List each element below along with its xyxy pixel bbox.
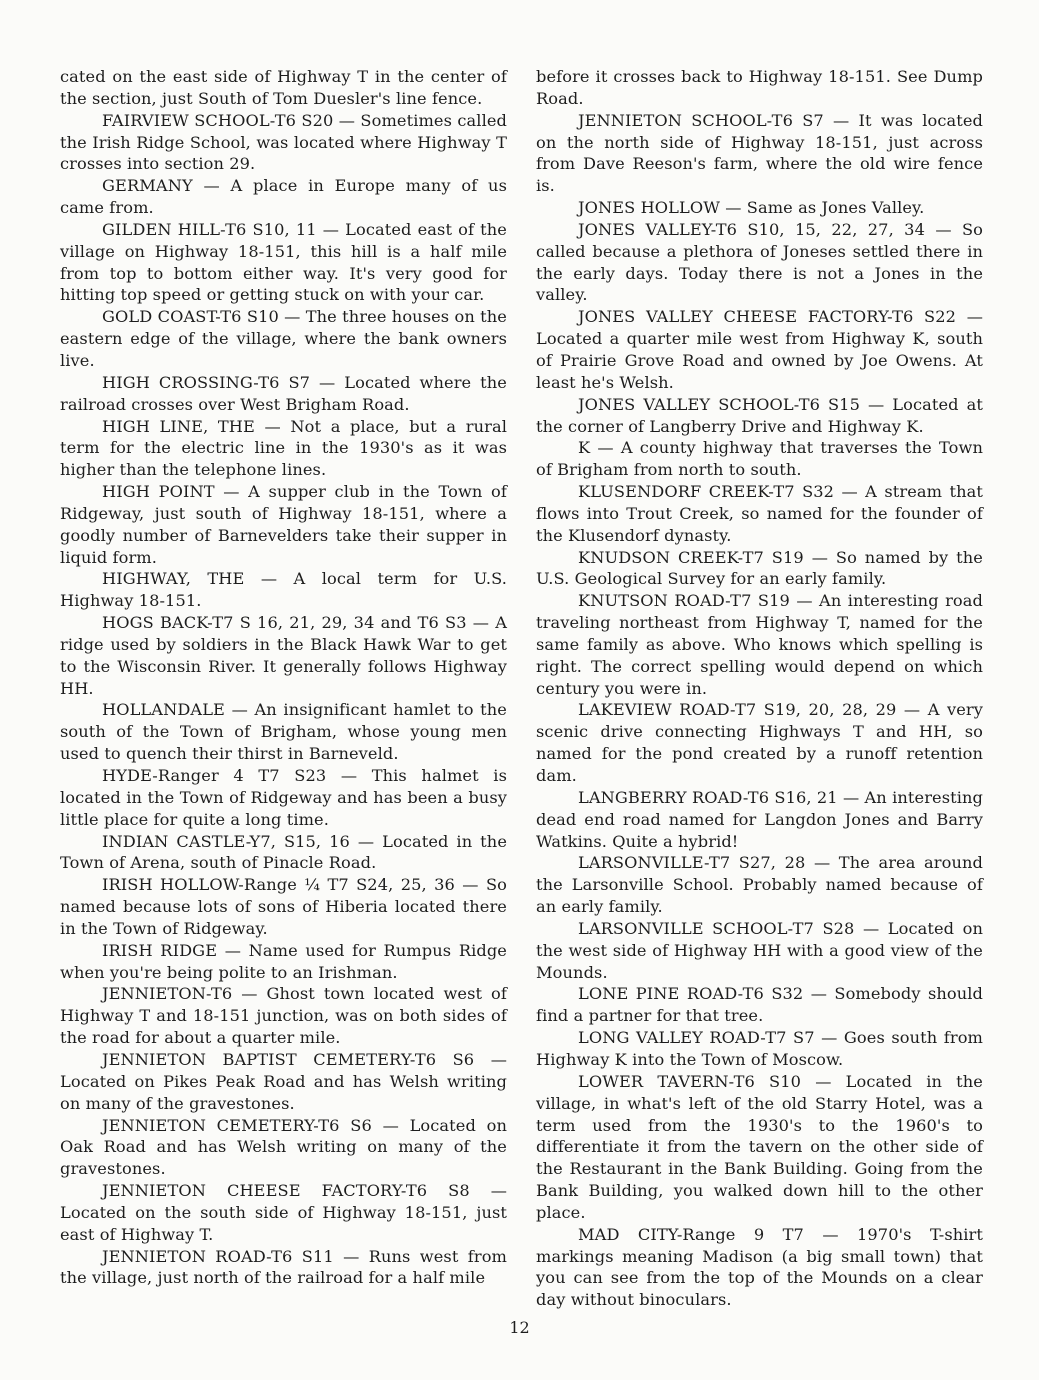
entry-klusendorf-creek: KLUSENDORF CREEK-T7 S32 — A stream that flows into Trout Creek, so named for the founder of the Klusendorf dynasty. xyxy=(536,482,983,545)
page-number: 12 xyxy=(509,1318,530,1337)
entry-jennieton-cemetery: JENNIETON CEMETERY-T6 S6 — Located on Oak Road and has Welsh writing on many of the gravestones. xyxy=(60,1115,507,1179)
entry-jones-valley-cheese-factory: JONES VALLEY CHEESE FACTORY-T6 S22 — Located a quarter mile west from Highway K, south of Prairie Grove Road and owned by Joe Owens. At least he's Welsh. xyxy=(536,307,983,392)
entry-gold-coast: GOLD COAST-T6 S10 — The three houses on the eastern edge of the village, where the bank owners live. xyxy=(60,307,507,370)
entry-high-point: HIGH POINT — A supper club in the Town of Ridgeway, just south of Highway 18-151, where a goodly number of Barnevelders take their supper in liquid form. xyxy=(60,482,507,567)
entry-jones-valley-school: JONES VALLEY SCHOOL-T6 S15 — Located at the corner of Langberry Drive and Highway K. xyxy=(536,394,983,436)
entry-jones-hollow: JONES HOLLOW — Same as Jones Valley. xyxy=(578,198,925,218)
entry-larsonville: LARSONVILLE-T7 S27, 28 — The area around the Larsonville School. Probably named because of an early family. xyxy=(536,853,983,917)
entry-mad-city: MAD CITY-Range 9 T7 — 1970's T-shirt markings meaning Madison (a big small town) that you can see from the top of the Mounds on a clear day without binoculars. xyxy=(536,1224,983,1310)
right-column xyxy=(536,66,983,1311)
entry-fairview-school: FAIRVIEW SCHOOL-T6 S20 — Sometimes called the Irish Ridge School, was located where Highway T crosses into section 29. xyxy=(60,110,507,174)
entry-jones-valley: JONES VALLEY-T6 S10, 15, 22, 27, 34 — So called because a plethora of Joneses settled there in the early days. Today there is not a Jones in the valley. xyxy=(536,219,983,305)
entry-jennieton-road: JENNIETON ROAD-T6 S11 — Runs west from the village, just north of the railroad for a half mile xyxy=(60,1246,507,1288)
entry-germany: GERMANY — A place in Europe many of us came from. xyxy=(60,176,507,218)
entry-lakeview-road: LAKEVIEW ROAD-T7 S19, 20, 28, 29 — A very scenic drive connecting Highways T and HH, so named for the pond created by a runoff retention dam. xyxy=(536,700,983,785)
entry-indian-castle: INDIAN CASTLE-Y7, S15, 16 — Located in the Town of Arena, south of Pinacle Road. xyxy=(60,831,507,873)
entry-larsonville-school: LARSONVILLE SCHOOL-T7 S28 — Located on the west side of Highway HH with a good view of the Mounds. xyxy=(536,918,983,982)
entry-irish-ridge: IRISH RIDGE — Name used for Rumpus Ridge when you're being polite to an Irishman. xyxy=(60,940,507,982)
entry-continuation: before it crosses back to Highway 18-151. See Dump Road. xyxy=(536,67,983,108)
entry-langberry-road: LANGBERRY ROAD-T6 S16, 21 — An interesting dead end road named for Langdon Jones and Barry Watkins. Quite a hybrid! xyxy=(536,787,983,851)
entry-irish-hollow: IRISH HOLLOW-Range ¼ T7 S24, 25, 36 — So named because lots of sons of Hiberia located there in the Town of Ridgeway. xyxy=(60,875,507,938)
entry-gilden-hill: GILDEN HILL-T6 S10, 11 — Located east of the village on Highway 18-151, this hill is a half mile from top to bottom either way. It's very good for hitting top speed or getting stuck on with your car. xyxy=(60,219,507,305)
entry-continuation: cated on the east side of Highway T in the center of the section, just South of Tom Duesler's line fence. xyxy=(60,67,507,108)
entry-jennieton: JENNIETON-T6 — Ghost town located west of Highway T and 18-151 junction, was on both sides of the road for about a quarter mile. xyxy=(60,984,507,1048)
entry-jennieton-baptist-cemetery: JENNIETON BAPTIST CEMETERY-T6 S6 — Located on Pikes Peak Road and has Welsh writing on many of the gravestones. xyxy=(60,1049,507,1113)
entry-hollandale: HOLLANDALE — An insignificant hamlet to the south of the Town of Brigham, whose young men used to quench their thirst in Barneveld. xyxy=(60,700,507,764)
entry-knudson-creek: KNUDSON CREEK-T7 S19 — So named by the U.S. Geological Survey for an early family. xyxy=(536,547,983,589)
left-column xyxy=(60,66,507,1289)
entry-high-line: HIGH LINE, THE — Not a place, but a rural term for the electric line in the 1930's as it was higher than the telephone lines. xyxy=(60,416,507,480)
entry-lower-tavern: LOWER TAVERN-T6 S10 — Located in the village, in what's left of the old Starry Hotel, was a term used from the 1930's to the 1960's to differentiate it from the tavern on the other side of the Restaurant in the Bank Building. Going from the Bank Building, you walked down hill to the other place. xyxy=(536,1071,983,1222)
entry-high-crossing: HIGH CROSSING-T6 S7 — Located where the railroad crosses over West Brigham Road. xyxy=(60,372,507,414)
entry-highway-the: HIGHWAY, THE — A local term for U.S. Highway 18-151. xyxy=(60,569,507,611)
entry-jennieton-school: JENNIETON SCHOOL-T6 S7 — It was located on the north side of Highway 18-151, just across from Dave Reeson's farm, where the old wire fence is. xyxy=(536,110,983,196)
entry-knutson-road: KNUTSON ROAD-T7 S19 — An interesting road traveling northeast from Highway T, named for the same family as above. Who knows which spelling is right. The correct spelling would depend on which century you were in. xyxy=(536,591,983,698)
entry-long-valley-road: LONG VALLEY ROAD-T7 S7 — Goes south from Highway K into the Town of Moscow. xyxy=(536,1028,983,1069)
entry-k: K — A county highway that traverses the Town of Brigham from north to south. xyxy=(536,438,983,480)
entry-jennieton-cheese-factory: JENNIETON CHEESE FACTORY-T6 S8 — Located on the south side of Highway 18-151, just east of Highway T. xyxy=(60,1181,507,1244)
entry-lone-pine-road: LONE PINE ROAD-T6 S32 — Somebody should find a partner for that tree. xyxy=(536,984,983,1026)
entry-hyde: HYDE-Ranger 4 T7 S23 — This halmet is located in the Town of Ridgeway and has been a busy little place for quite a long time. xyxy=(60,766,507,829)
entry-hogs-back: HOGS BACK-T7 S 16, 21, 29, 34 and T6 S3 — A ridge used by soldiers in the Black Hawk War to get to the Wisconsin River. It generally follows Highway HH. xyxy=(60,613,507,698)
